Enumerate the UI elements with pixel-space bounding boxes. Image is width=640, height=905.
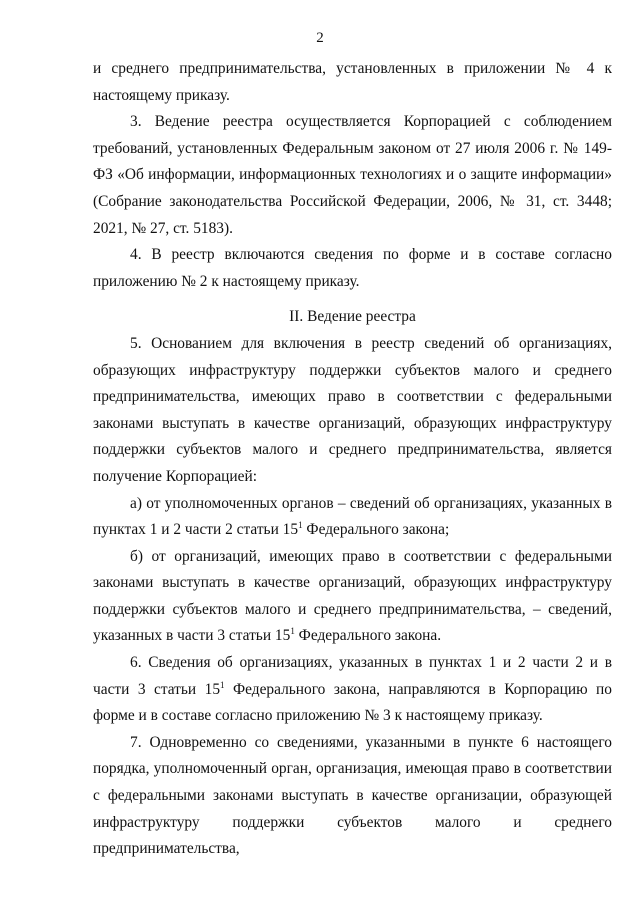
paragraph-3: 3. Ведение реестра осуществляется Корпорацией с соблюдением требований, установленных Федеральным законом от 27 июля 2006 г. № 149-ФЗ «Об информации, информационных технологиях и о защите информации» (Собрание законодательства Российской Федерации, 2006, № 31, ст. 3448; 2021, № 27, ст. 5183). [93,113,612,237]
paragraph-6 [93,650,612,730]
superscript: 1 [290,626,295,637]
paragraph-continuation: и среднего предпринимательства, установленных в приложении № 4 к настоящему приказу. [93,60,612,104]
paragraph-5b [93,544,612,650]
paragraph-5b-text: б) от организаций, имеющих право в соответствии с федеральными законами выступать в качестве организаций, образующих инфраструктуру поддержки субъектов малого и среднего предпринимательства, – сведений, указанных в части 3 статьи 15 [93,547,612,645]
section-heading: II. Ведение реестра [289,308,416,326]
superscript: 1 [220,679,225,690]
paragraph-6-text: 6. Сведения об организациях, указанных в пунктах 1 и 2 части 2 и в части 3 статьи 15 [93,654,612,698]
paragraph-4: 4. В реестр включаются сведения по форме и в составе согласно приложению № 2 к настоящему приказу. [93,246,612,290]
document-body [93,56,612,863]
paragraph-7: 7. Одновременно со сведениями, указанными в пункте 6 настоящего порядка, уполномоченный орган, организация, имеющая право в соответствии с федеральными законами выступать в качестве организации, образующей инфраструктуру поддержки субъектов малого и среднего предпринимательства, [93,733,612,858]
paragraph-6-tail: Федерального закона, направляются в Корпорацию по форме и в составе согласно приложению № 3 к настоящему приказу. [93,680,612,725]
paragraph-5a-tail: Федерального закона; [302,521,450,539]
paragraph-5: 5. Основанием для включения в реестр сведений об организациях, образующих инфраструктуру поддержки субъектов малого и среднего предпринимательства, имеющих право в соответствии с федеральными законами выступать в качестве организаций, образующих инфраструктуру поддержки субъектов малого и среднего предпринимательства, является получение Корпорацией: [93,334,612,485]
paragraph-5b-tail: Федерального закона. [294,627,442,645]
paragraph-5a-text: а) от уполномоченных органов – сведений об организациях, указанных в пунктах 1 и 2 части 2 статьи 15 [93,494,612,539]
paragraph-5a [93,491,612,544]
page-number: 2 [316,30,324,46]
superscript: 1 [298,520,303,531]
